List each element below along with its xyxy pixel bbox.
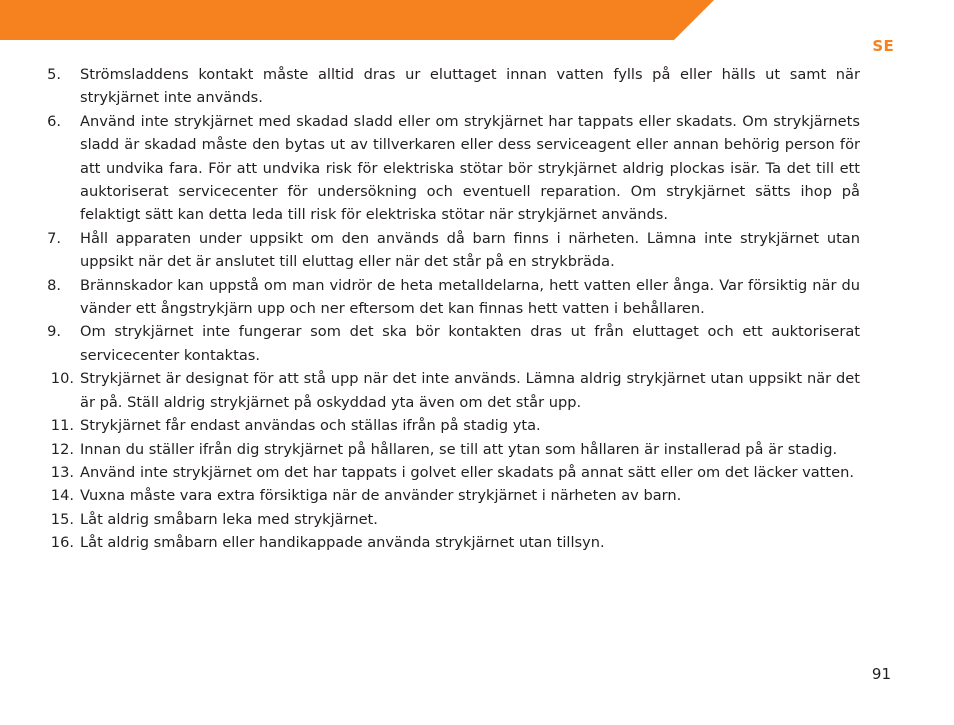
list-item xyxy=(40,508,860,531)
item-text: Håll apparaten under uppsikt om den används då barn finns i närheten. Lämna inte strykjärnet utan uppsikt när det är anslutet till eluttag eller när det står på en strykbräda. xyxy=(80,229,860,271)
item-text: Brännskador kan uppstå om man vidrör de heta metalldelarna, hett vatten eller ånga. Var försiktig när du vänder ett ångstrykjärn upp och ner eftersom det kan finnas hett vatten i behållaren. xyxy=(80,276,860,318)
list-item xyxy=(40,320,860,367)
item-text: Låt aldrig småbarn leka med strykjärnet. xyxy=(80,510,378,528)
list-item xyxy=(40,531,860,554)
item-text: Vuxna måste vara extra försiktiga när de använder strykjärnet i närheten av barn. xyxy=(80,487,682,505)
orange-header-band xyxy=(0,0,954,40)
item-text: Strykjärnet får endast användas och ställas ifrån på stadig yta. xyxy=(80,417,541,435)
item-text: Använd inte strykjärnet om det har tappats i golvet eller skadats på annat sätt eller om det läcker vatten. xyxy=(80,463,854,481)
item-number: 16. xyxy=(50,534,74,552)
item-text: Använd inte strykjärnet med skadad sladd eller om strykjärnet har tappats eller skadats. Om strykjärnets sladd är skadad måste den bytas ut av tillverkaren eller dess serviceagent eller annan behörig person för att undvika fara. För att undvika risk för elektriska stötar bör strykjärnet aldrig plockas isär. Ta det till ett auktoriserat servicecenter för undersökning och eventuell reparation. Om strykjärnet sätts ihop på felaktigt sätt kan detta leda till risk för elektriska stötar när strykjärnet används. xyxy=(80,112,860,224)
item-text: Om strykjärnet inte fungerar som det ska bör kontakten dras ut från eluttaget och ett auktoriserat servicecenter kontaktas. xyxy=(80,323,860,364)
item-text: Innan du ställer ifrån dig strykjärnet på hållaren, se till att ytan som hållaren är installerad på är stadig. xyxy=(80,440,838,458)
instruction-list xyxy=(40,63,860,555)
item-number: 10. xyxy=(50,370,74,388)
item-number: 12. xyxy=(50,440,74,458)
list-item xyxy=(40,461,860,484)
list-item xyxy=(40,367,860,414)
list-item xyxy=(40,110,860,227)
item-number: 5. xyxy=(47,66,61,83)
language-code: SE xyxy=(872,37,894,55)
list-item xyxy=(40,484,860,507)
item-text: Strömsladdens kontakt måste alltid dras ur eluttaget innan vatten fylls på eller hälls ut samt när strykjärnet inte används. xyxy=(80,66,860,107)
item-text: Strykjärnet är designat för att stå upp när det inte används. Lämna aldrig strykjärnet utan uppsikt när det är på. Ställ aldrig strykjärnet på oskyddad yta även om det står upp. xyxy=(80,370,860,411)
list-item xyxy=(40,227,860,274)
item-number: 6. xyxy=(47,112,61,130)
list-item xyxy=(40,438,860,461)
item-number: 14. xyxy=(50,487,74,505)
page-number: 91 xyxy=(871,665,891,683)
item-number: 9. xyxy=(47,323,61,341)
item-number: 11. xyxy=(50,417,74,435)
list-item xyxy=(40,414,860,437)
list-item xyxy=(40,63,860,110)
item-number: 13. xyxy=(50,463,74,481)
item-number: 15. xyxy=(50,510,74,528)
item-text: Låt aldrig småbarn eller handikappade använda strykjärnet utan tillsyn. xyxy=(80,534,605,552)
item-number: 8. xyxy=(47,276,61,294)
item-number: 7. xyxy=(47,229,61,247)
list-item xyxy=(40,274,860,321)
